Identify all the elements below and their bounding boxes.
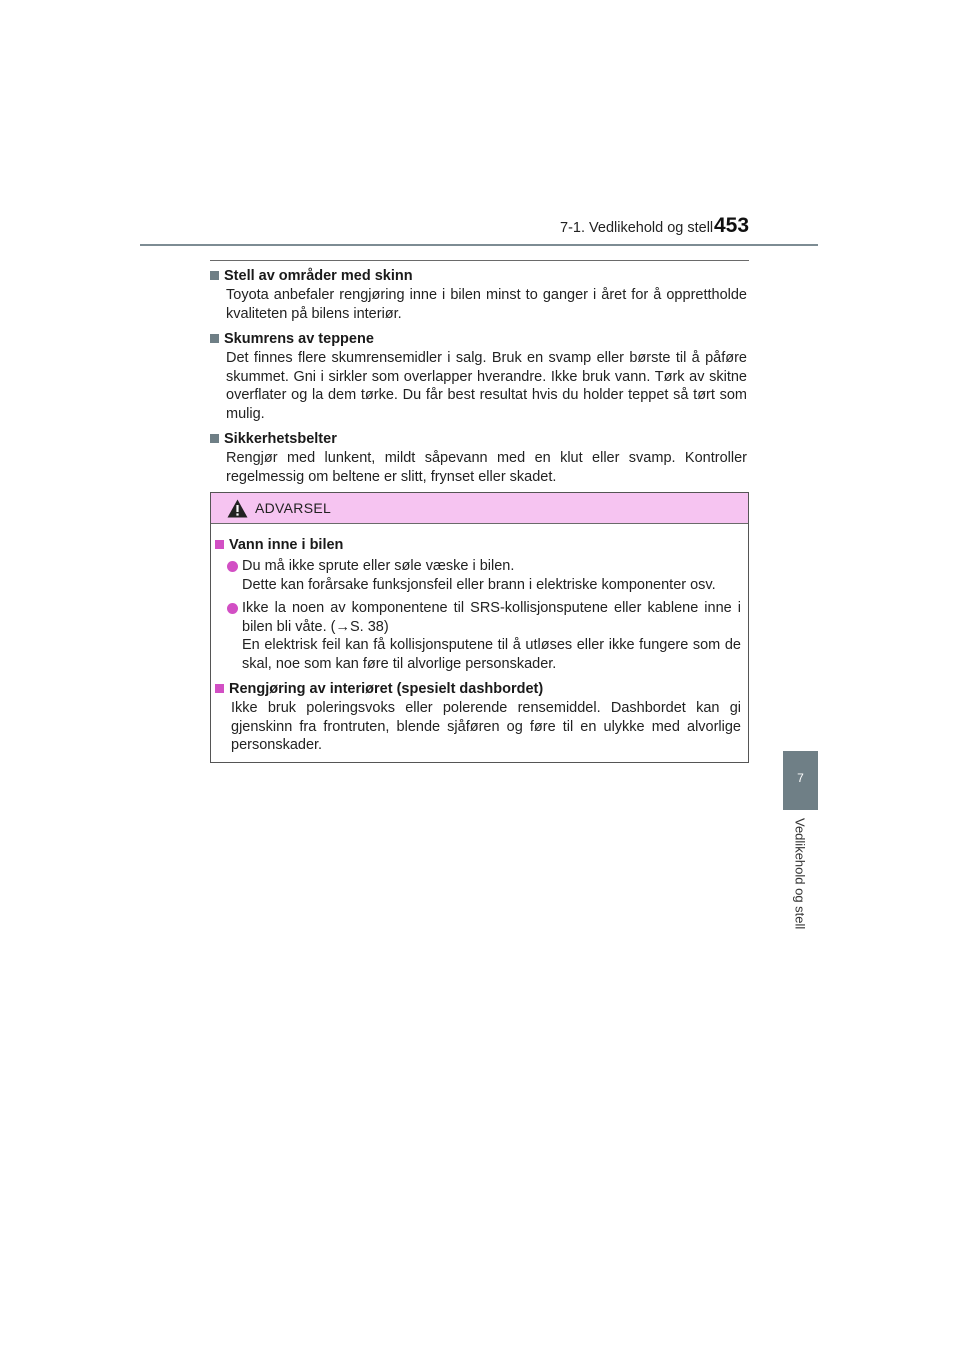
page-number: 453 (714, 214, 750, 237)
warning-label: ADVARSEL (255, 500, 332, 516)
header-section-title: 7-1. Vedlikehold og stell (560, 220, 714, 236)
warning-header (211, 493, 748, 524)
warning-section-title (215, 535, 741, 555)
chapter-tab-number: 7 (797, 771, 804, 785)
bullet-line: Ikke la noen av komponentene til SRS-kollisjonsputene eller kablene inne i bilen bli våte. (→S. 38) (242, 600, 741, 635)
bullet-line: En elektrisk feil kan få kollisjonsputene til å utløses eller ikke fungere som de skal, noe som kan føre til alvorlige personskader. (242, 637, 741, 672)
section-body: Toyota anbefaler rengjøring inne i bilen minst to ganger i året for å opprettholde kvaliteten på bilens interiør. (226, 287, 747, 322)
content-top-rule (210, 260, 749, 261)
section-title (210, 429, 747, 449)
warning-section-title (215, 679, 741, 699)
warning-section-body: Ikke bruk poleringsvoks eller polerende rensemiddel. Dashbordet kan gi gjenskinn fra frontruten, blende sjåføren og føre til en ulykke med alvorlige personskader. (231, 700, 741, 753)
warning-bullet-text (242, 557, 741, 594)
warning-bullet-text (242, 599, 741, 673)
warning-section-water (215, 535, 741, 673)
section-title (210, 329, 747, 349)
bullet-line: Du må ikke sprute eller søle væske i bilen. (242, 558, 515, 574)
square-bullet-icon (210, 434, 219, 443)
section-body: Rengjør med lunkent, mildt såpevann med en klut eller svamp. Kontroller regelmessig om beltene er slitt, frynset eller skadet. (226, 450, 747, 485)
warning-section-title-text: Vann inne i bilen (229, 537, 344, 553)
chapter-side-label: Vedlikehold og stell (792, 818, 808, 930)
header-rule (140, 244, 818, 246)
main-content (210, 266, 747, 492)
round-bullet-icon (227, 561, 238, 572)
warning-box (210, 492, 749, 763)
warning-body (211, 524, 748, 755)
section-title-text: Skumrens av teppene (224, 331, 374, 347)
section-seat-belts (210, 429, 747, 486)
warning-bullet (215, 557, 741, 594)
section-body: Det finnes flere skumrensemidler i salg. Bruk en svamp eller børste til å påføre skummet. Gni i sirkler som overlapper hverandre. Ikke bruk vann. Tørk av skitne overflater og la dem tørke. Du får best resultat hvis du holder teppet så tørt som mulig. (226, 350, 747, 422)
section-title-text: Stell av områder med skinn (224, 268, 413, 284)
warning-triangle-icon (227, 499, 248, 518)
square-bullet-icon (210, 334, 219, 343)
bullet-line: Dette kan forårsake funksjonsfeil eller brann i elektriske komponenter osv. (242, 576, 716, 593)
section-title-text: Sikkerhetsbelter (224, 431, 337, 447)
warning-section-dashboard (215, 679, 741, 755)
section-title (210, 266, 747, 286)
round-bullet-icon (227, 603, 238, 614)
section-leather-care (210, 266, 747, 323)
square-bullet-icon (215, 684, 224, 693)
warning-bullet (215, 599, 741, 673)
square-bullet-icon (215, 540, 224, 549)
warning-section-title-text: Rengjøring av interiøret (spesielt dashbordet) (229, 681, 544, 697)
section-carpet-cleaning (210, 329, 747, 423)
square-bullet-icon (210, 271, 219, 280)
